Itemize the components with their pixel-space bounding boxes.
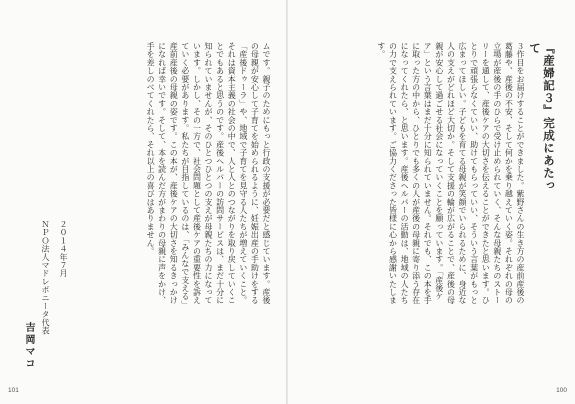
signature-organization: ＮＰＯ法人マドレボニータ代表 bbox=[41, 220, 50, 335]
right-page-number: 100 bbox=[556, 387, 567, 394]
section-heading: 『産婦記３』完成にあたって bbox=[528, 42, 556, 192]
left-page-body: ムです。親子のためにもっと行政の支援が必要だと感じています。産後の母親が安心して子育てを始められるように、妊娠出産の手助けをする「産後ドゥーラ」や、地域で子育てを見守る人たちが増えていくこと。それは資本主義の社会の中で、人と人とのつながりを取り戻していくことでもあると思うのです。産後ヘルパーの訪問サービスは、まだ十分に知られていませんが、そのひとつひとつの支えが母親たちの力になっています。しかし、その一方で、社会問題として産後ケアの重要性を訴えていく必要があります。私たちが目指しているのは、「みんなで支える」産前産後の母親の姿です。この本が、産後ケアの大切さを知るきっかけになれば幸いです。そして、本を読んだ方がまわりの母親に声をかけ、手を差しのべてくれたら、それ以上の喜びはありません。 bbox=[146, 42, 271, 309]
right-page bbox=[288, 0, 575, 404]
left-page-number: 101 bbox=[8, 387, 19, 394]
left-page bbox=[0, 0, 287, 404]
signature-date: ２０１４年７月 bbox=[59, 220, 68, 278]
signature-name: 吉岡マコ bbox=[23, 322, 34, 370]
right-page-body: ３作目をお届けすることができました。紫野さんの生き方の産前産後の葛藤や、産後の不安、そして何かを乗り越えていく姿。それぞれの母の立場が産後の手のひらで受け止められていく、そんな母親たちのストーリーを通して、産後ケアの大切さを伝えることができたと思います。ひとりで頑張らなくていい、助けてもらっていい、そういう言葉がもっと広まってほしい。子どもを育てる母親が笑顔でいられるために、身近な人の支えがどれほど大切か。そして支援の輪が広がることで、産後の母親が安心して過ごせる社会になっていくことを願っています。「産後ケア」という言葉はまだ十分に知られていません。それでも、この本を手に取った方の中から、ひとりでも多くの人が産後の母親に寄り添う存在になってくれたら、と思います。産後ヘルパーの活動は、地域の人たちの力で支えられています。ご協力くださった皆様に心から感謝いたします。 bbox=[376, 42, 525, 305]
